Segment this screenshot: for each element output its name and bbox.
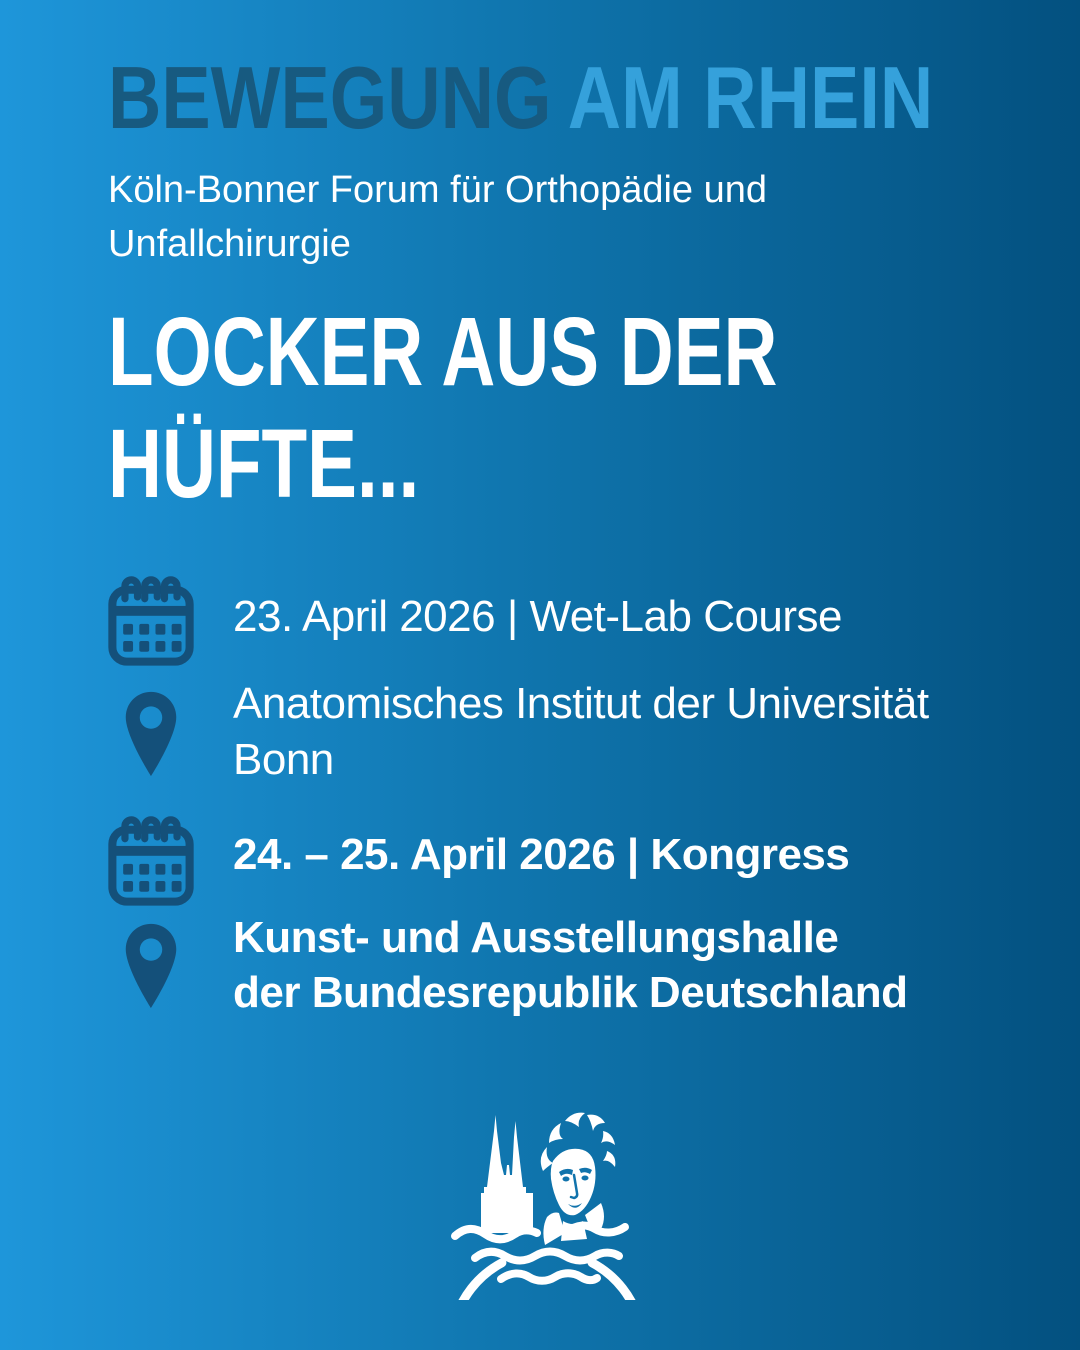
schedule-location-kongress xyxy=(233,910,907,1020)
location-pin-icon xyxy=(122,686,180,780)
headline-line-2: HÜFTE... xyxy=(108,409,420,518)
schedule-location-wetlab xyxy=(233,676,929,788)
location-line-2: der Bundesrepublik Deutschland xyxy=(233,968,908,1017)
headline-line-1: LOCKER AUS DER xyxy=(108,297,778,406)
brand-subtitle: Köln-Bonner Forum für Orthopädie und Unfallchirurgie xyxy=(108,169,768,265)
brand-title-secondary: AM RHEIN xyxy=(567,48,934,147)
headline xyxy=(108,296,777,520)
location-line-1: Kunst- und Ausstellungshalle xyxy=(233,913,839,962)
cologne-cathedral-icon xyxy=(481,1115,533,1233)
brand-title xyxy=(108,48,934,147)
location-line-1: Anatomisches Institut der Universität xyxy=(233,679,929,728)
schedule-date-kongress: 24. – 25. April 2026 | Kongress xyxy=(233,830,850,879)
location-pin-icon xyxy=(122,918,180,1012)
brand-title-primary: BEWEGUNG xyxy=(108,48,552,147)
calendar-icon xyxy=(106,570,196,667)
schedule-date-wetlab: 23. April 2026 | Wet-Lab Course xyxy=(233,592,843,641)
location-line-2: Bonn xyxy=(233,735,334,784)
calendar-icon xyxy=(106,810,196,907)
bewegung-am-rhein-logo xyxy=(427,1075,667,1300)
